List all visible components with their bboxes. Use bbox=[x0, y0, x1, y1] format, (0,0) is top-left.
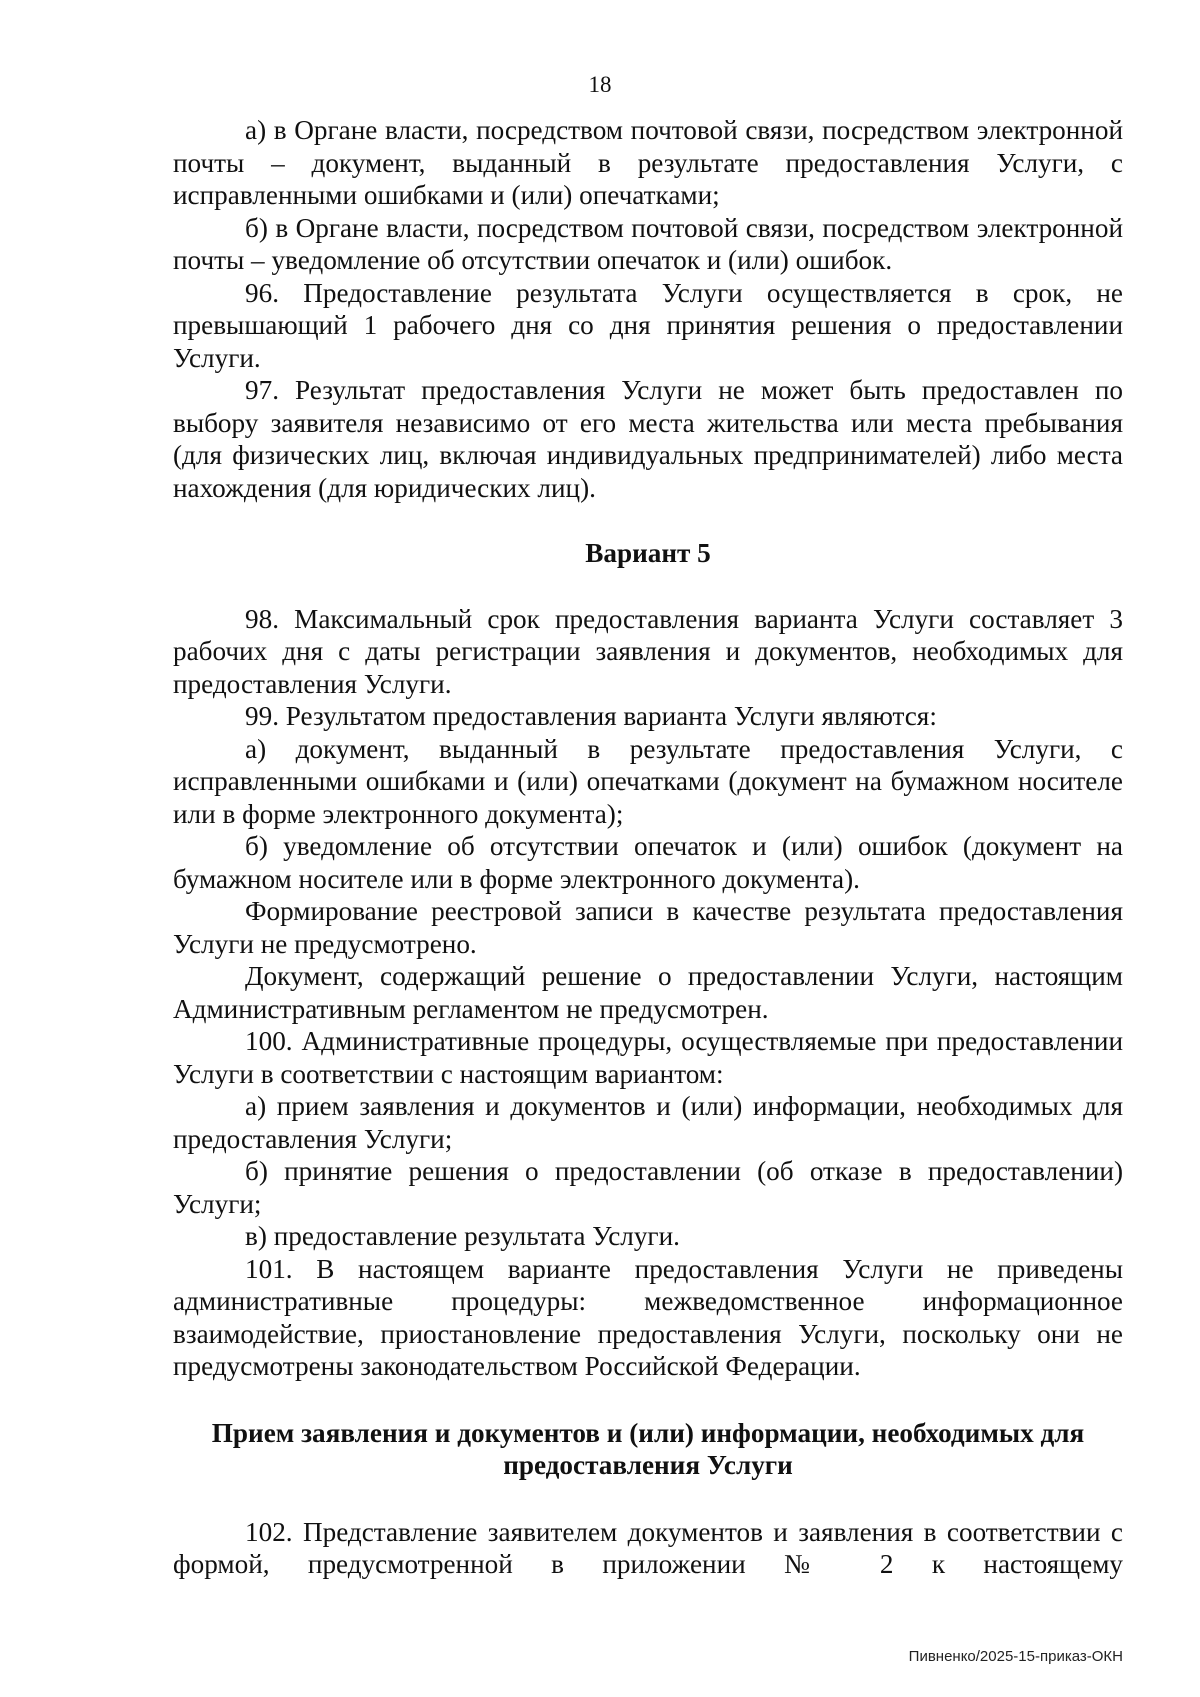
paragraph-100a: а) прием заявления и документов и (или) информации, необходимых для предоставления Услуги; bbox=[173, 1091, 1123, 1154]
paragraph-99a: а) документ, выданный в результате предоставления Услуги, с исправленными ошибками и (или) опечатками (документ на бумажном носителе или в форме электронного документа); bbox=[173, 733, 1123, 829]
paragraph-95b: б) в Органе власти, посредством почтовой связи, посредством электронной почты – уведомление об отсутствии опечаток и (или) ошибок. bbox=[173, 212, 1123, 275]
page-number: 18 bbox=[588, 72, 612, 97]
footer-document-code: Пивненко/2025-15-приказ-ОКН bbox=[908, 1648, 1123, 1665]
paragraph-95a: а) в Органе власти, посредством почтовой связи, посредством электронной почты – документ, выданный в результате предоставления Услуги, с исправленными ошибками и (или) опечатками; bbox=[173, 115, 1123, 210]
paragraph-99: 99. Результатом предоставления варианта Услуги являются: bbox=[245, 701, 937, 731]
paragraph-101: 101. В настоящем варианте предоставления Услуги не приведены административные процедуры: межведомственное информационное взаимодействие, приостановление предоставления Услуги, поскольку они не предусмотрены законодательством Российской Федерации. bbox=[173, 1253, 1123, 1381]
paragraph-98: 98. Максимальный срок предоставления варианта Услуги составляет 3 рабочих дня с даты регистрации заявления и документов, необходимых для предоставления Услуги. bbox=[173, 603, 1123, 699]
heading-section-line-1: Прием заявления и документов и (или) информации, необходимых для bbox=[211, 1417, 1085, 1448]
paragraph-100c: в) предоставление результата Услуги. bbox=[245, 1221, 680, 1251]
paragraph-97: 97. Результат предоставления Услуги не может быть предоставлен по выбору заявителя независимо от его места жительства или места пребывания (для физических лиц, включая индивидуальных предпринимателей) либо места нахождения (для юридических лиц). bbox=[173, 375, 1123, 503]
paragraph-100: 100. Административные процедуры, осуществляемые при предоставлении Услуги в соответствии с настоящим вариантом: bbox=[173, 1026, 1123, 1089]
paragraph-102: 102. Представление заявителем документов и заявления в соответствии с формой, предусмотренной в приложении № 2 к настоящему bbox=[173, 1516, 1123, 1579]
paragraph-100b: б) принятие решения о предоставлении (об отказе в предоставлении) Услуги; bbox=[173, 1156, 1123, 1219]
paragraph-96: 96. Предоставление результата Услуги осуществляется в срок, не превышающий 1 рабочего дня со дня принятия решения о предоставлении Услуги. bbox=[173, 277, 1123, 373]
paragraph-decision-document: Документ, содержащий решение о предоставлении Услуги, настоящим Административным регламентом не предусмотрен. bbox=[173, 961, 1123, 1024]
paragraph-registry-record: Формирование реестровой записи в качестве результата предоставления Услуги не предусмотрено. bbox=[173, 896, 1123, 959]
heading-variant-5: Вариант 5 bbox=[585, 538, 711, 568]
heading-section-application-intake bbox=[173, 1417, 1123, 1482]
heading-section-line-2: предоставления Услуги bbox=[503, 1450, 793, 1480]
paragraph-99b: б) уведомление об отсутствии опечаток и (или) ошибок (документ на бумажном носителе или в форме электронного документа). bbox=[173, 831, 1123, 894]
document-body bbox=[173, 114, 1123, 1581]
